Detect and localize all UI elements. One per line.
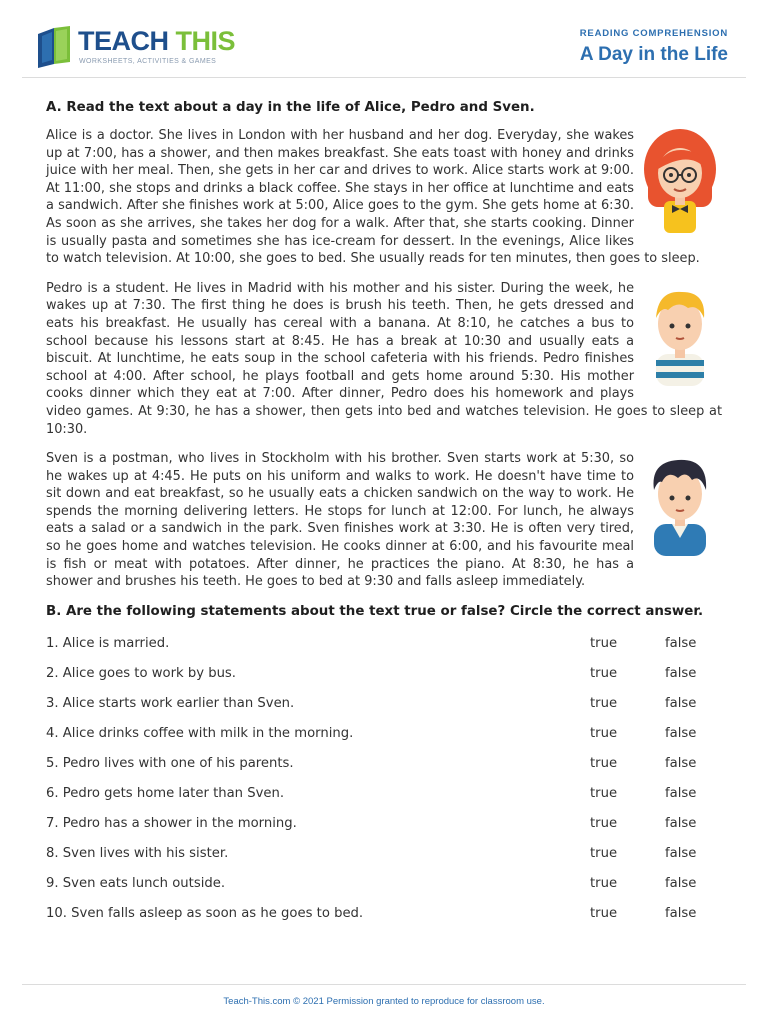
false-option[interactable]: false [665, 875, 697, 891]
true-option[interactable]: true [590, 905, 618, 921]
true-option[interactable]: true [590, 755, 618, 771]
false-option[interactable]: false [665, 635, 697, 651]
section-b-heading: B. Are the following statements about the text true or false? Circle the correct answer. [46, 603, 704, 619]
sven-paragraph [46, 450, 722, 591]
question-text: 4. Alice drinks coffee with milk in the morning. [46, 725, 354, 741]
pedro-paragraph [46, 280, 722, 438]
question-row [46, 660, 722, 690]
teach-this-logo[interactable] [36, 22, 236, 72]
question-row [46, 630, 722, 660]
true-option[interactable]: true [590, 725, 618, 741]
true-option[interactable]: true [590, 785, 618, 801]
copyright-footer: Teach-This.com © 2021 Permission granted to reproduce for classroom use. [223, 996, 545, 1007]
logo-tagline: WORKSHEETS, ACTIVITIES & GAMES [79, 58, 217, 65]
worksheet-category: READING COMPREHENSION [579, 28, 728, 39]
question-text: 3. Alice starts work earlier than Sven. [46, 695, 295, 711]
question-row [46, 690, 722, 720]
question-row [46, 810, 722, 840]
true-option[interactable]: true [590, 665, 618, 681]
book-logo-icon [36, 24, 74, 68]
question-row [46, 870, 722, 900]
worksheet-body [46, 100, 722, 930]
true-false-question-list [46, 630, 722, 930]
question-text: 7. Pedro has a shower in the morning. [46, 815, 297, 831]
footer-divider [22, 984, 746, 985]
question-text: 9. Sven eats lunch outside. [46, 875, 226, 891]
false-option[interactable]: false [665, 755, 697, 771]
question-text: 8. Sven lives with his sister. [46, 845, 229, 861]
question-row [46, 900, 722, 930]
page-header [0, 0, 768, 78]
question-text: 1. Alice is married. [46, 635, 170, 651]
true-option[interactable]: true [590, 875, 618, 891]
alice-paragraph-text: Alice is a doctor. She lives in London with her husband and her dog. Everyday, she wakes up at 7:00, has a shower, and then makes breakfast. She eats toast with honey and drinks juice with her meal. Then, she gets in her car and drives to work. Alice starts work at 9:00. At 11:00, she stops and drinks a black coffee. She stays in her office at lunchtime and eats a sandwich. After she finishes work at 5:00, Alice goes to the gym. She gets home at 6:30. As soon as she arrives, she takes her dog for a walk. After that, she starts cooking. Dinner is usually pasta and sometimes she has ice-cream for dessert. In the evenings, Alice likes to watch television. At 10:00, she goes to bed. She usually reads for ten minutes, then goes to sleep. [46, 128, 700, 267]
question-row [46, 750, 722, 780]
true-option[interactable]: true [590, 845, 618, 861]
false-option[interactable]: false [665, 845, 697, 861]
false-option[interactable]: false [665, 905, 697, 921]
alice-paragraph [46, 127, 722, 268]
pedro-portrait-icon [638, 280, 722, 386]
logo-wordmark: TEACH THIS [78, 26, 236, 56]
section-a-heading: A. Read the text about a day in the life of Alice, Pedro and Sven. [46, 100, 535, 115]
sven-paragraph-text: Sven is a postman, who lives in Stockholm with his brother. Sven starts work at 5:30, so he wakes up at 4:45. He puts on his uniform and walks to work. He doesn't have time to sit down and eat breakfast, so he usually eats a chicken sandwich on the way to work. He spends the morning delivering letters. He stops for lunch at 12:00. For lunch, he always eats a salad or a sandwich in the park. Sven finishes work at 3:30. He is often very tired, so he goes home and watches television. He cooks dinner at 6:00, and his favourite meal is fish or meat with potatoes. After dinner, he practices the piano. At 8:30, he has a shower and brushes his teeth. He goes to bed at 9:30 and falls asleep immediately. [46, 451, 634, 590]
false-option[interactable]: false [665, 665, 697, 681]
question-text: 5. Pedro lives with one of his parents. [46, 755, 294, 771]
question-row [46, 780, 722, 810]
question-text: 6. Pedro gets home later than Sven. [46, 785, 285, 801]
true-option[interactable]: true [590, 695, 618, 711]
false-option[interactable]: false [665, 785, 697, 801]
question-row [46, 840, 722, 870]
false-option[interactable]: false [665, 695, 697, 711]
worksheet-title: A Day in the Life [579, 44, 728, 65]
alice-portrait-icon [638, 127, 722, 233]
false-option[interactable]: false [665, 815, 697, 831]
question-row [46, 720, 722, 750]
pedro-paragraph-text: Pedro is a student. He lives in Madrid with his mother and his sister. During the week, he wakes up at 7:30. The first thing he does is brush his teeth. Then, he gets dressed and eats his breakfast. He usually has cereal with a banana. At 8:10, he catches a bus to school because his lessons start at 8:45. He has a break at 10:30 and usually eats a biscuit. At lunchtime, he eats soup in the school cafeteria with his friends. Pedro finishes school at 4:00. After school, he plays football and gets home around 5:30. His mother cooks dinner which they eat at 7:00. After dinner, Pedro does his homework and plays video games. At 9:30, he has a shower, then gets into bed and watches television. He goes to sleep at 10:30. [46, 280, 722, 437]
question-text: 2. Alice goes to work by bus. [46, 665, 236, 681]
sven-portrait-icon [638, 450, 722, 556]
header-divider [22, 77, 746, 78]
true-option[interactable]: true [590, 635, 618, 651]
true-option[interactable]: true [590, 815, 618, 831]
question-text: 10. Sven falls asleep as soon as he goes to bed. [46, 905, 364, 921]
false-option[interactable]: false [665, 725, 697, 741]
